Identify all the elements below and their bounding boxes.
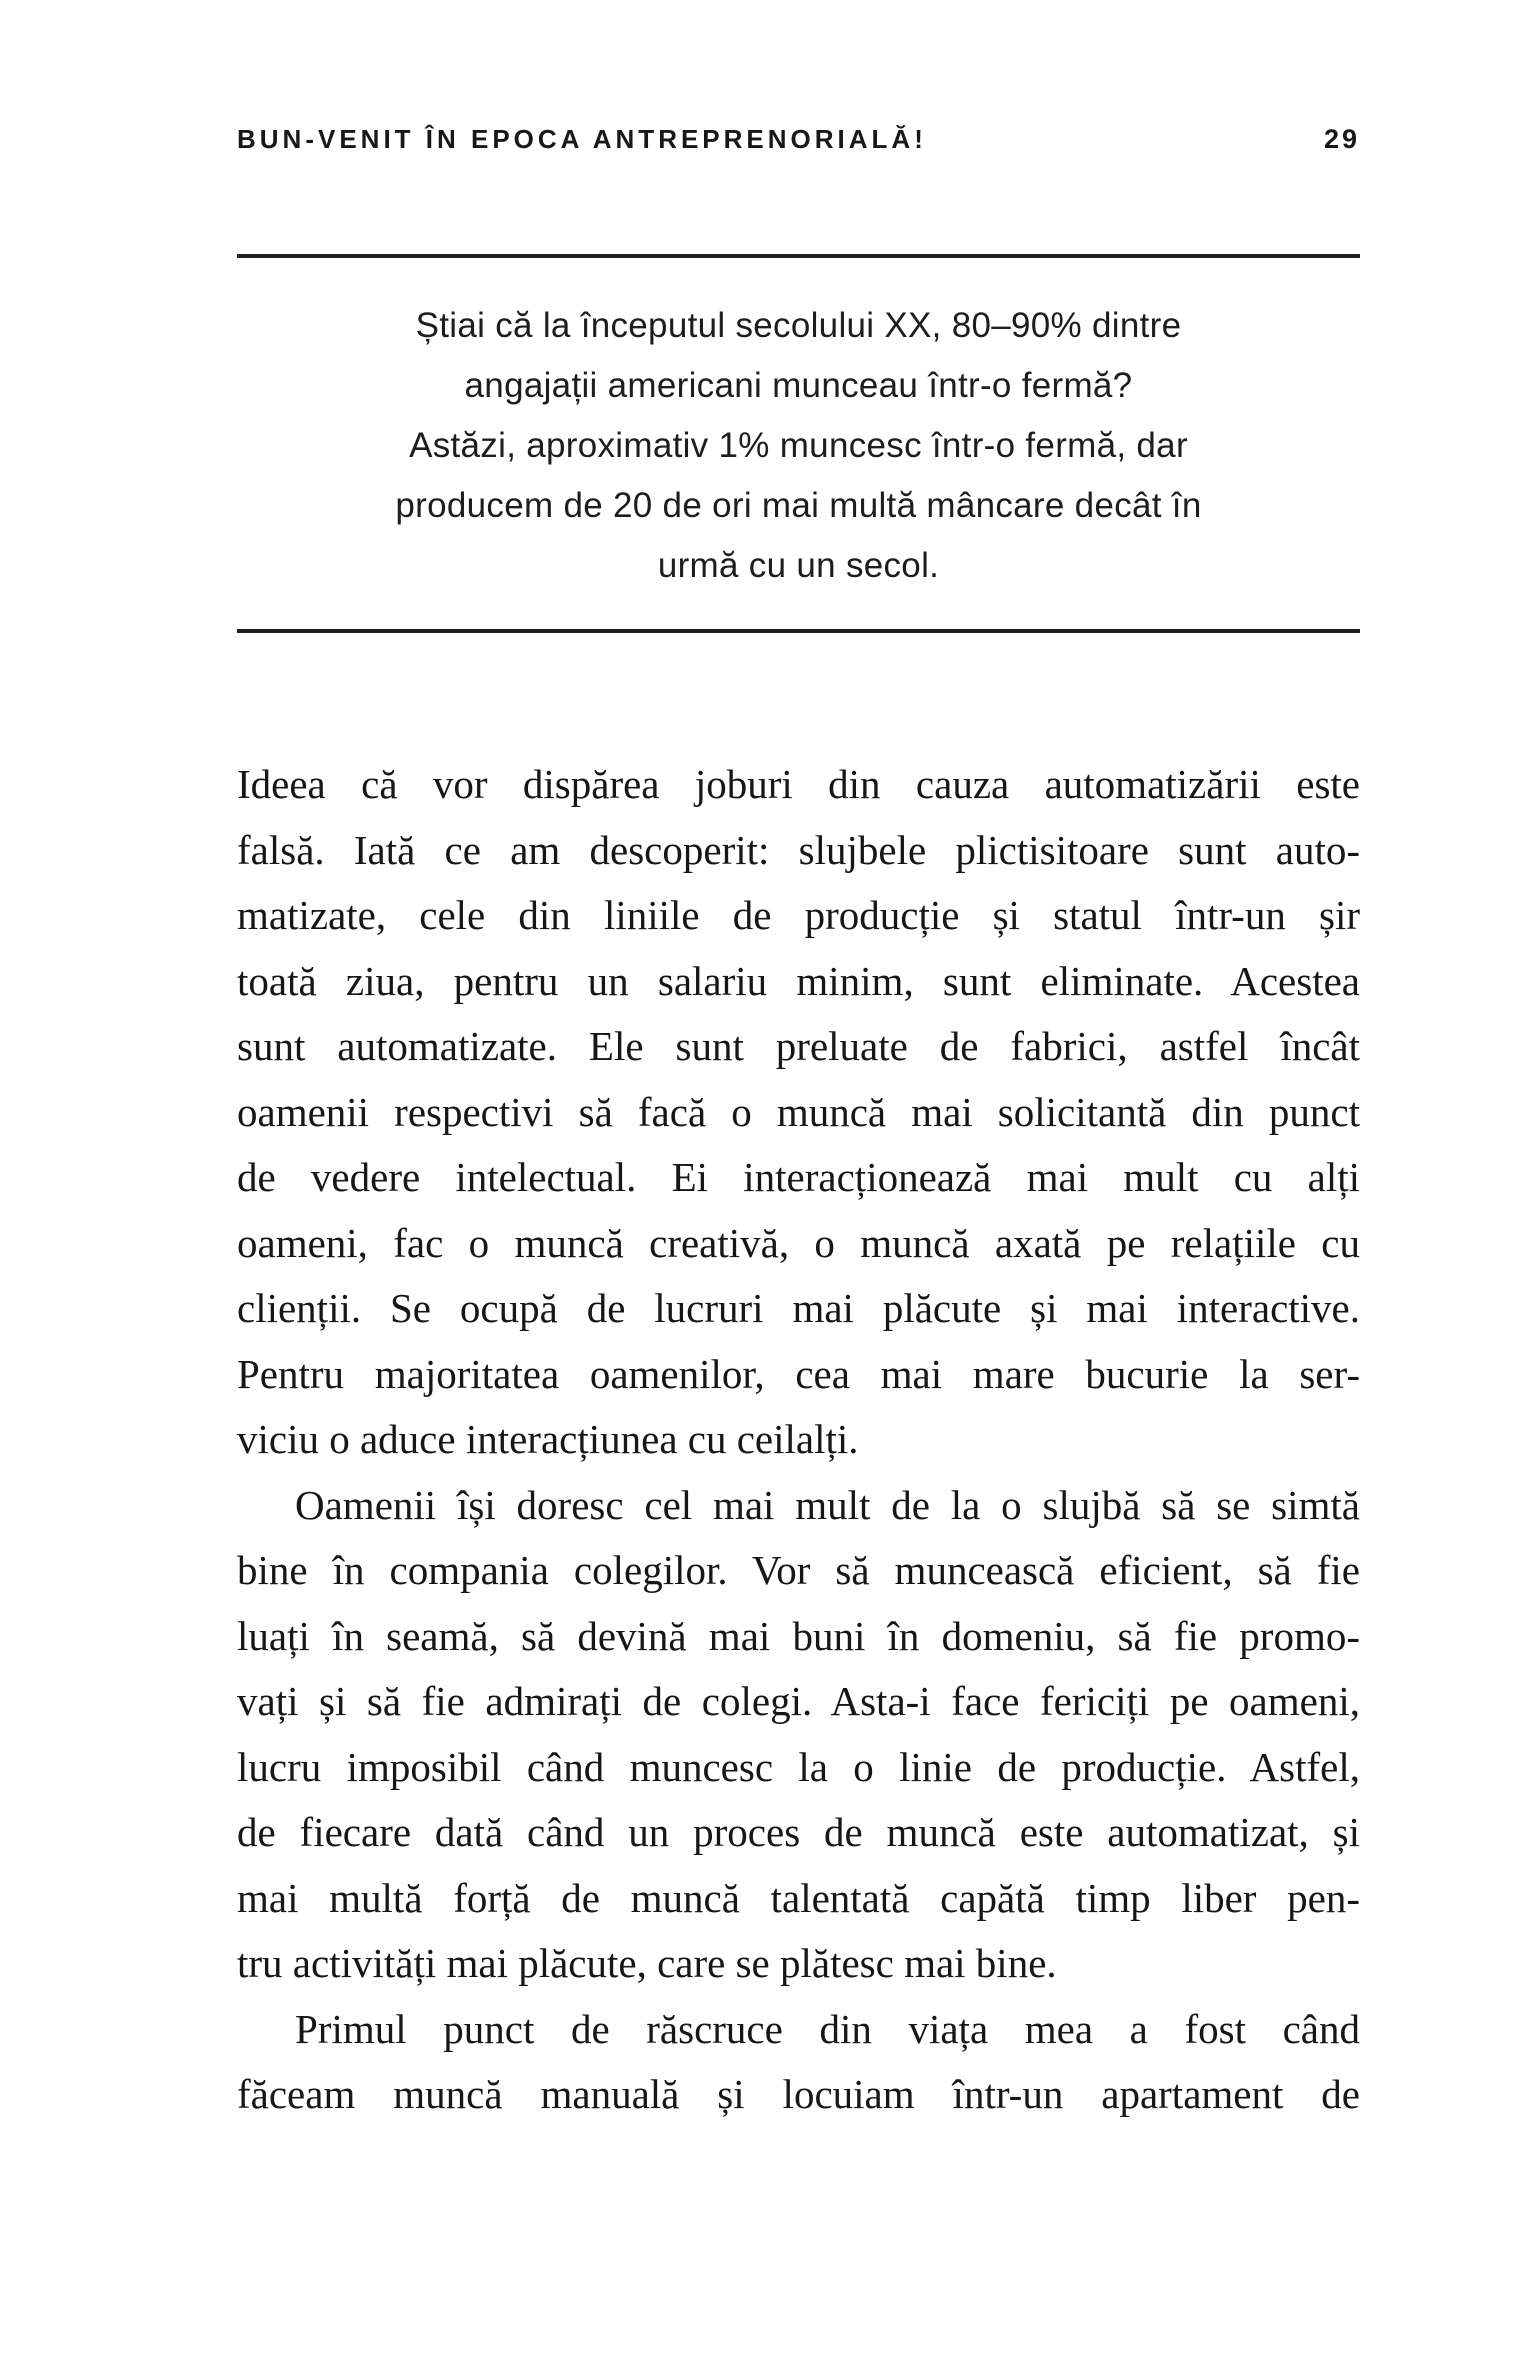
callout-quote [237,296,1360,596]
callout-top-rule [237,254,1360,258]
body-text [237,752,1360,2128]
body-line: sunt automatizate. Ele sunt preluate de fabrici, astfel încât [237,1023,1360,1069]
body-line: falsă. Iată ce am descoperit: slujbele plictisitoare sunt auto- [237,826,1360,873]
body-line: de vedere intelectual. Ei interacționează mai mult cu alți [237,1154,1360,1200]
body-line: bine în compania colegilor. Vor să muncească eficient, să fie [237,1547,1360,1593]
body-line: matizate, cele din liniile de producție și statul într-un șir [237,892,1360,938]
callout-line: urmă cu un secol. [657,546,940,585]
callout-line: producem de 20 de ori mai multă mâncare decât în [395,486,1202,525]
body-line: tru activități mai plăcute, care se plătesc mai bine. [237,1940,1057,1986]
body-line: Ideea că vor dispărea joburi din cauza automatizării este [237,761,1360,807]
body-line: Pentru majoritatea oamenilor, cea mai mare bucurie la ser- [237,1350,1360,1397]
callout-line: Astăzi, aproximativ 1% muncesc într-o fermă, dar [409,426,1188,465]
callout-bottom-rule [237,629,1360,633]
body-line: vați și să fie admirați de colegi. Asta-i face fericiți pe oameni, [237,1678,1360,1724]
body-line: de fiecare dată când un proces de muncă este automatizat, și [237,1809,1360,1855]
body-line: Primul punct de răscruce din viața mea a fost când [295,2005,1360,2052]
body-line: oameni, fac o muncă creativă, o muncă axată pe relațiile cu [237,1219,1360,1266]
body-line: viciu o aduce interacțiunea cu ceilalți. [237,1416,859,1462]
body-line: făceam muncă manuală și locuiam într-un apartament de [237,2071,1360,2117]
body-line: luați în seamă, să devină mai buni în domeniu, să fie promo- [237,1612,1360,1659]
body-line: oamenii respectivi să facă o muncă mai solicitantă din punct [237,1088,1360,1135]
callout-line: Știai că la începutul secolului XX, 80–90% dintre [415,306,1182,345]
body-line: clienții. Se ocupă de lucruri mai plăcute și mai interactive. [237,1285,1360,1331]
body-line: Oamenii își doresc cel mai mult de la o slujbă să se simtă [295,1481,1360,1528]
page-number: 29 [1323,124,1360,154]
body-line: mai multă forță de muncă talentată capătă timp liber pen- [237,1874,1360,1921]
body-line: toată ziua, pentru un salariu minim, sunt eliminate. Acestea [237,957,1360,1004]
running-head-title: BUN-VENIT ÎN EPOCA ANTREPRENORIALĂ! [237,124,927,154]
page-header [237,126,1360,153]
callout-line: angajații americani munceau într-o fermă? [464,366,1133,405]
body-line: lucru imposibil când muncesc la o linie de producție. Astfel, [237,1743,1360,1790]
